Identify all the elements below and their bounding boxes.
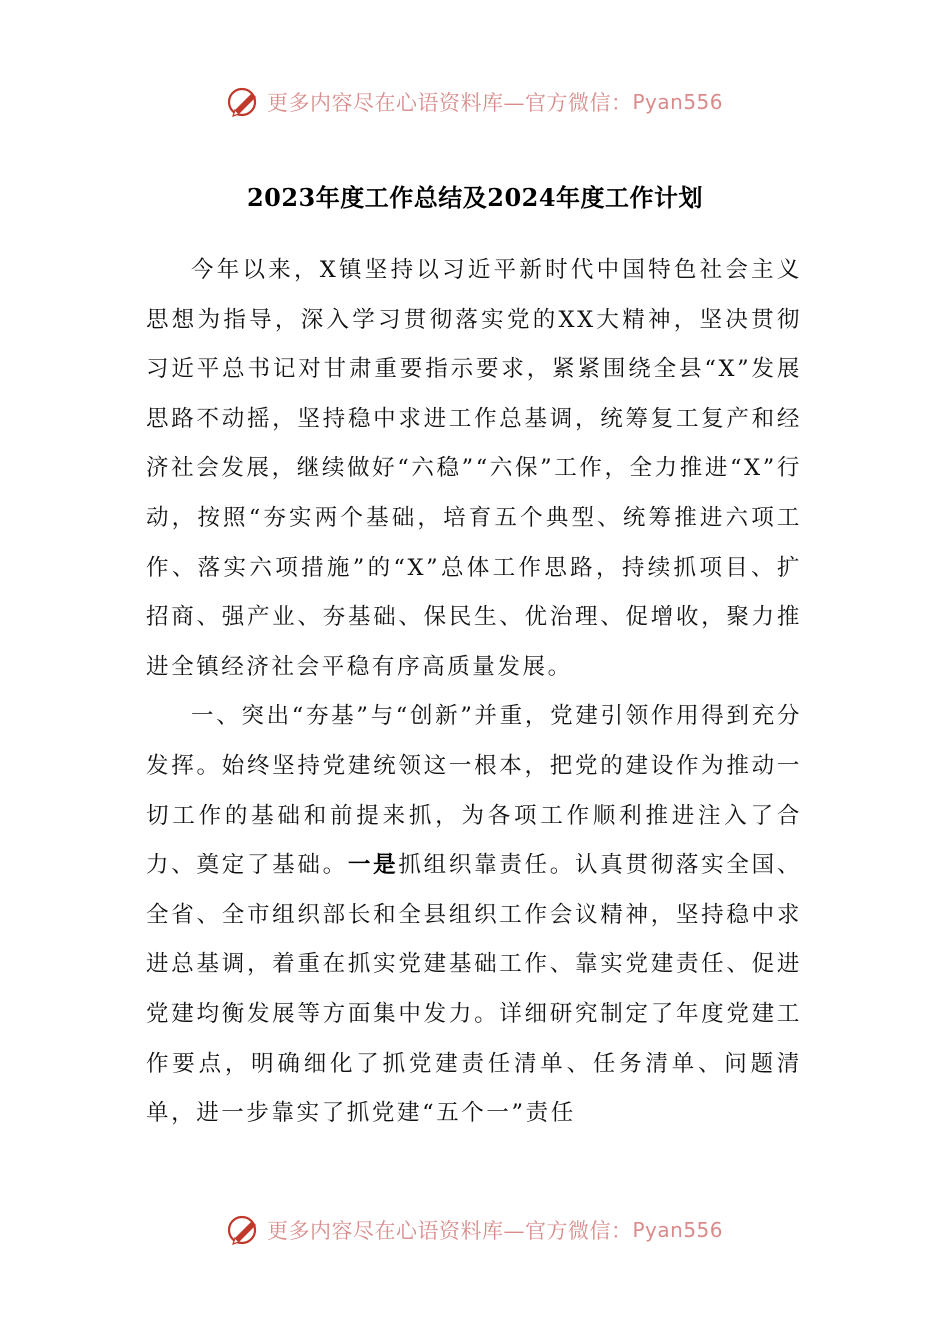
pen-logo-icon	[227, 1213, 261, 1247]
document-body	[146, 246, 802, 1139]
pen-logo-icon	[227, 85, 261, 119]
watermark-wechat-id: Pyan556	[632, 1218, 723, 1242]
section-one-bold-marker: 一是	[347, 852, 399, 879]
watermark-text: 更多内容尽在心语资料库—官方微信：	[266, 1219, 633, 1243]
watermark-bottom	[0, 1210, 950, 1250]
paragraph-section-one	[146, 692, 802, 1138]
watermark-text: 更多内容尽在心语资料库—官方微信：	[266, 91, 633, 115]
section-one-rest: 抓组织靠责任。认真贯彻落实全国、全省、全市组织部长和全县组织工作会议精神，坚持稳中求进总基调，着重在抓实党建基础工作、靠实党建责任、促进党建均衡发展等方面集中发力。详细研究制定了年度党建工作要点，明确细化了抓党建责任清单、任务清单、问题清单，进一步靠实了抓党建“五个一”责任	[146, 852, 803, 1127]
section-one-lead: 一、突出“夯基”与“创新”并重，党建引领作用得到充分发挥。始终坚持党建统领这一根本，把党的建设作为推动一切工作的基础和前提来抓，为各项工作顺利推进注入了合力、奠定了基础。	[146, 703, 802, 879]
watermark-top	[0, 82, 950, 122]
document-title: 2023年度工作总结及2024年度工作计划	[246, 183, 704, 212]
paragraph-intro: 今年以来，X镇坚持以习近平新时代中国特色社会主义思想为指导，深入学习贯彻落实党的XX大精神，坚决贯彻习近平总书记对甘肃重要指示要求，紧紧围绕全县“X”发展思路不动摇，坚持稳中求进工作总基调，统筹复工复产和经济社会发展，继续做好“六稳”“六保”工作，全力推进“X”行动，按照“夯实两个基础，培育五个典型、统筹推进六项工作、落实六项措施”的“X”总体工作思路，持续抓项目、扩招商、强产业、夯基础、保民生、优治理、促增收，聚力推进全镇经济社会平稳有序高质量发展。	[146, 257, 802, 680]
watermark-wechat-id: Pyan556	[632, 90, 723, 114]
